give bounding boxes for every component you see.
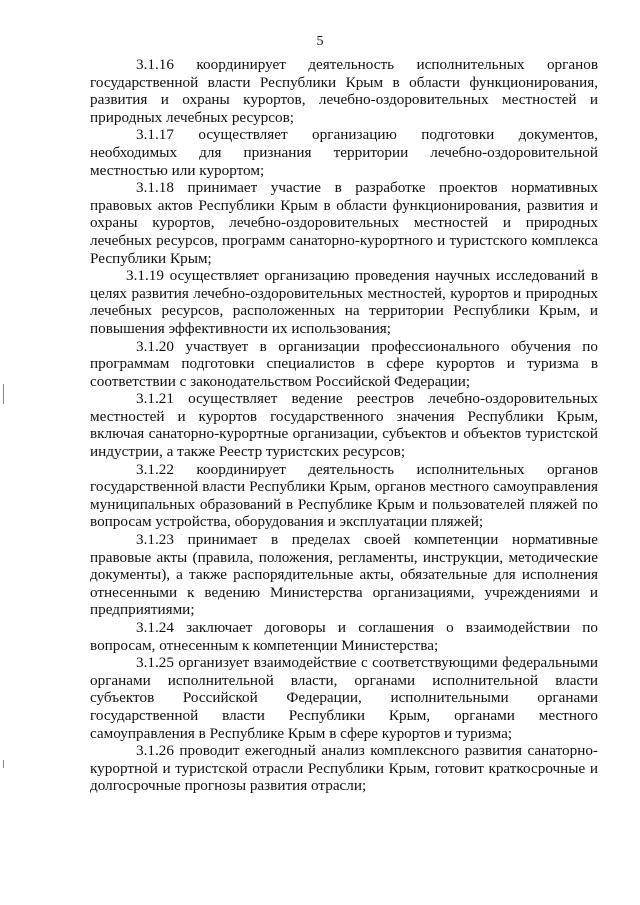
document-body: [90, 56, 598, 795]
scan-edge-mark: [3, 760, 4, 768]
paragraph-3-1-16: 3.1.16 координирует деятельность исполнительных органов государственной власти Республики Крым в области функционирования, развития и охраны курортов, лечебно-оздоровительных местностей и природных лечебных ресурсов;: [90, 56, 598, 126]
paragraph-3-1-19: 3.1.19 осуществляет организацию проведения научных исследований в целях развития лечебно-оздоровительных местностей, курортов и природных лечебных ресурсов, расположенных на территории Республики Крым, и повышения эффективности их использования;: [90, 267, 598, 337]
paragraph-3-1-22: 3.1.22 координирует деятельность исполнительных органов государственной власти Республики Крым, органов местного самоуправления муниципальных образований в Республике Крым и пользователей пляжей по вопросам устройства, оборудования и эксплуатации пляжей;: [90, 460, 598, 531]
scan-edge-mark: [3, 384, 4, 404]
page-number: 5: [316, 34, 324, 49]
paragraph-3-1-25: 3.1.25 организует взаимодействие с соответствующими федеральными органами исполнительной власти, органами исполнительной власти субъектов Российской Федерации, исполнительными органами государственной власти Республики Крым, органами местного самоуправления в Республике Крым в сфере курортов и туризма;: [90, 654, 598, 742]
paragraph-3-1-26: 3.1.26 проводит ежегодный анализ комплексного развития санаторно-курортной и туристской отрасли Республики Крым, готовит краткосрочные и долгосрочные прогнозы развития отрасли;: [90, 742, 598, 795]
paragraph-3-1-21: 3.1.21 осуществляет ведение реестров лечебно-оздоровительных местностей и курортов государственного значения Республики Крым, включая санаторно-курортные организации, субъектов и объектов туристской индустрии, а также Реестр туристских ресурсов;: [90, 390, 598, 461]
paragraph-3-1-17: 3.1.17 осуществляет организацию подготовки документов, необходимых для признания территории лечебно-оздоровительной местностью или курортом;: [90, 126, 598, 179]
paragraph-3-1-23: 3.1.23 принимает в пределах своей компетенции нормативные правовые акты (правила, положения, регламенты, инструкции, методические документы), а также распорядительные акты, обязательные для исполнения отнесенными к ведению Министерства организациями, учреждениями и предприятиями;: [90, 531, 598, 619]
paragraph-3-1-18: 3.1.18 принимает участие в разработке проектов нормативных правовых актов Республики Крым в области функционирования, развития и охраны курортов, лечебно-оздоровительных местностей и природных лечебных ресурсов, программ санаторно-курортного и туристского комплекса Республики Крым;: [90, 179, 598, 267]
paragraph-3-1-24: 3.1.24 заключает договоры и соглашения о взаимодействии по вопросам, отнесенным к компетенции Министерства;: [90, 619, 598, 654]
paragraph-3-1-20: 3.1.20 участвует в организации профессионального обучения по программам подготовки специалистов в сфере курортов и туризма в соответствии с законодательством Российской Федерации;: [90, 337, 598, 390]
